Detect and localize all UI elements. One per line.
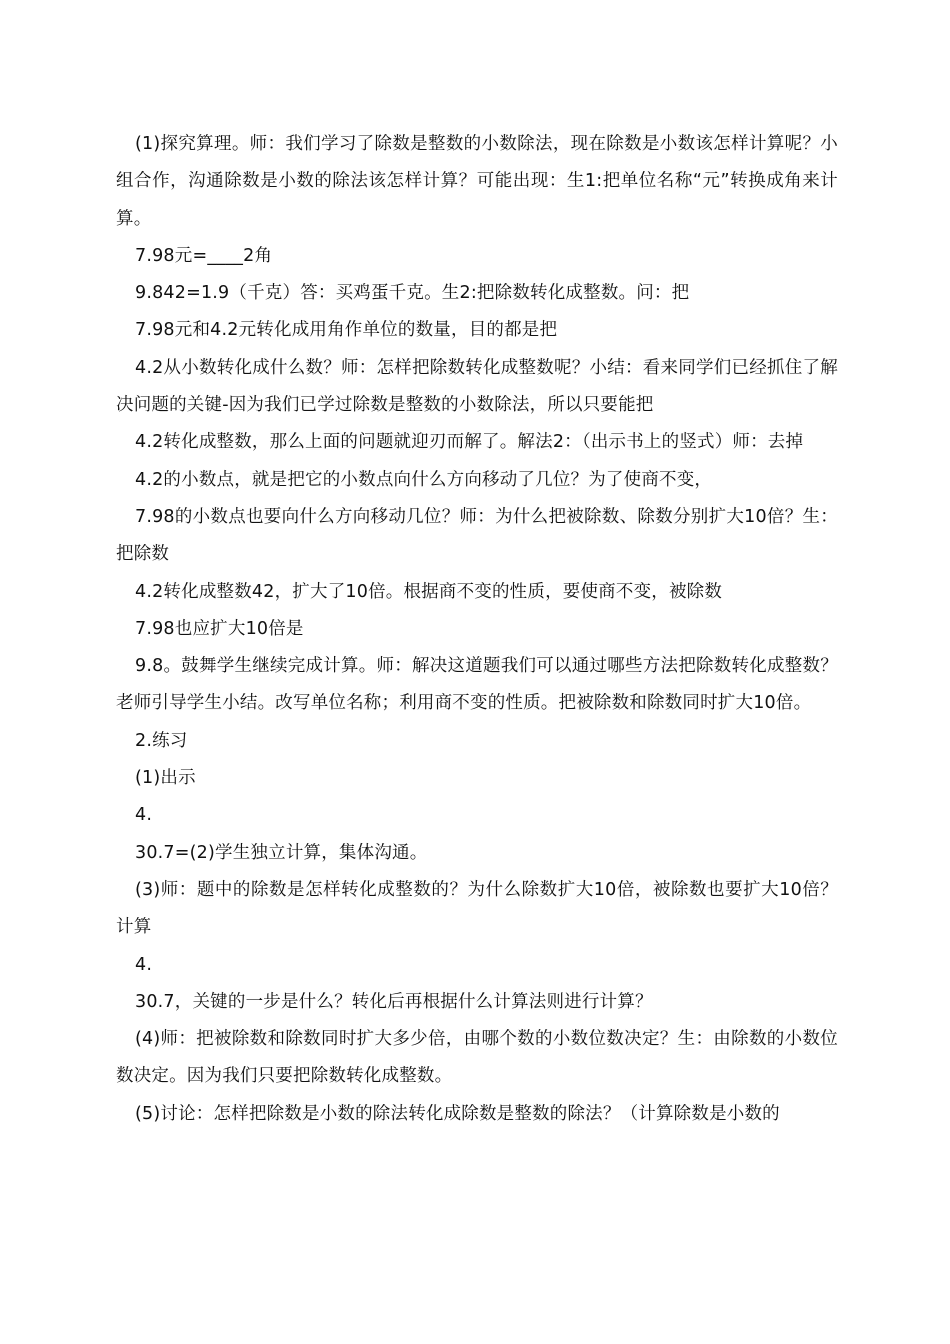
paragraph-why-multiply: 7.98的小数点也要向什么方向移动几位？师：为什么把被除数、除数分别扩大10倍？生：把除数 [116, 506, 838, 565]
paragraph-yuan-to-jiao: 7.98元=____2角 [135, 245, 273, 266]
paragraph-quotient-rule: 4.2转化成整数42，扩大了10倍。根据商不变的性质，要使商不变，被除数 [135, 581, 723, 602]
paragraph-practice-heading: 2.练习 [135, 730, 188, 751]
paragraph-practice-1: (1)出示 [135, 768, 196, 789]
paragraph-dividend-scaled: 7.98也应扩大10倍是 [135, 618, 304, 639]
paragraph-decimal-point-move: 4.2的小数点，就是把它的小数点向什么方向移动了几位？为了使商不变， [135, 469, 713, 490]
paragraph-explore-reasoning: (1)探究算理。师：我们学习了除数是整数的小数除法，现在除数是小数该怎样计算呢？小组合作，沟通除数是小数的除法该怎样计算？可能出现：生1:把单位名称“元”转换成角来计算。 [116, 134, 838, 229]
paragraph-conclusion: 9.8。鼓舞学生继续完成计算。师：解决这道题我们可以通过哪些方法把除数转化成整数？老师引导学生小结。改写单位名称；利用商不变的性质。把被除数和除数同时扩大10倍。 [116, 656, 838, 714]
paragraph-practice-5: (5)讨论：怎样把除数是小数的除法转化成除数是整数的除法？（计算除数是小数的 [135, 1103, 780, 1124]
paragraph-summary-key: 4.2从小数转化成什么数？师：怎样把除数转化成整数呢？小结：看来同学们已经抓住了解决问题的关键-因为我们已学过除数是整数的小数除法，所以只要能把 [116, 357, 838, 416]
paragraph-convert-units: 7.98元和4.2元转化成用角作单位的数量，目的都是把 [135, 320, 558, 341]
document-body [116, 126, 838, 1133]
paragraph-practice-2: 30.7=(2)学生独立计算，集体沟通。 [135, 842, 428, 863]
paragraph-number-b: 4. [135, 954, 153, 975]
paragraph-eggs-answer: 9.842=1.9（千克）答：买鸡蛋千克。生2:把除数转化成整数。问：把 [135, 283, 690, 304]
paragraph-method-two: 4.2转化成整数，那么上面的问题就迎刃而解了。解法2：（出示书上的竖式）师：去掉 [135, 432, 804, 453]
paragraph-practice-3: (3)师：题中的除数是怎样转化成整数的？为什么除数扩大10倍，被除数也要扩大10倍？计算 [116, 879, 838, 938]
paragraph-number-a: 4. [135, 805, 153, 826]
paragraph-practice-4: (4)师：把被除数和除数同时扩大多少倍，由哪个数的小数位数决定？生：由除数的小数位数决定。因为我们只要把除数转化成整数。 [116, 1029, 838, 1087]
paragraph-key-step: 30.7，关键的一步是什么？转化后再根据什么计算法则进行计算？ [135, 991, 653, 1012]
